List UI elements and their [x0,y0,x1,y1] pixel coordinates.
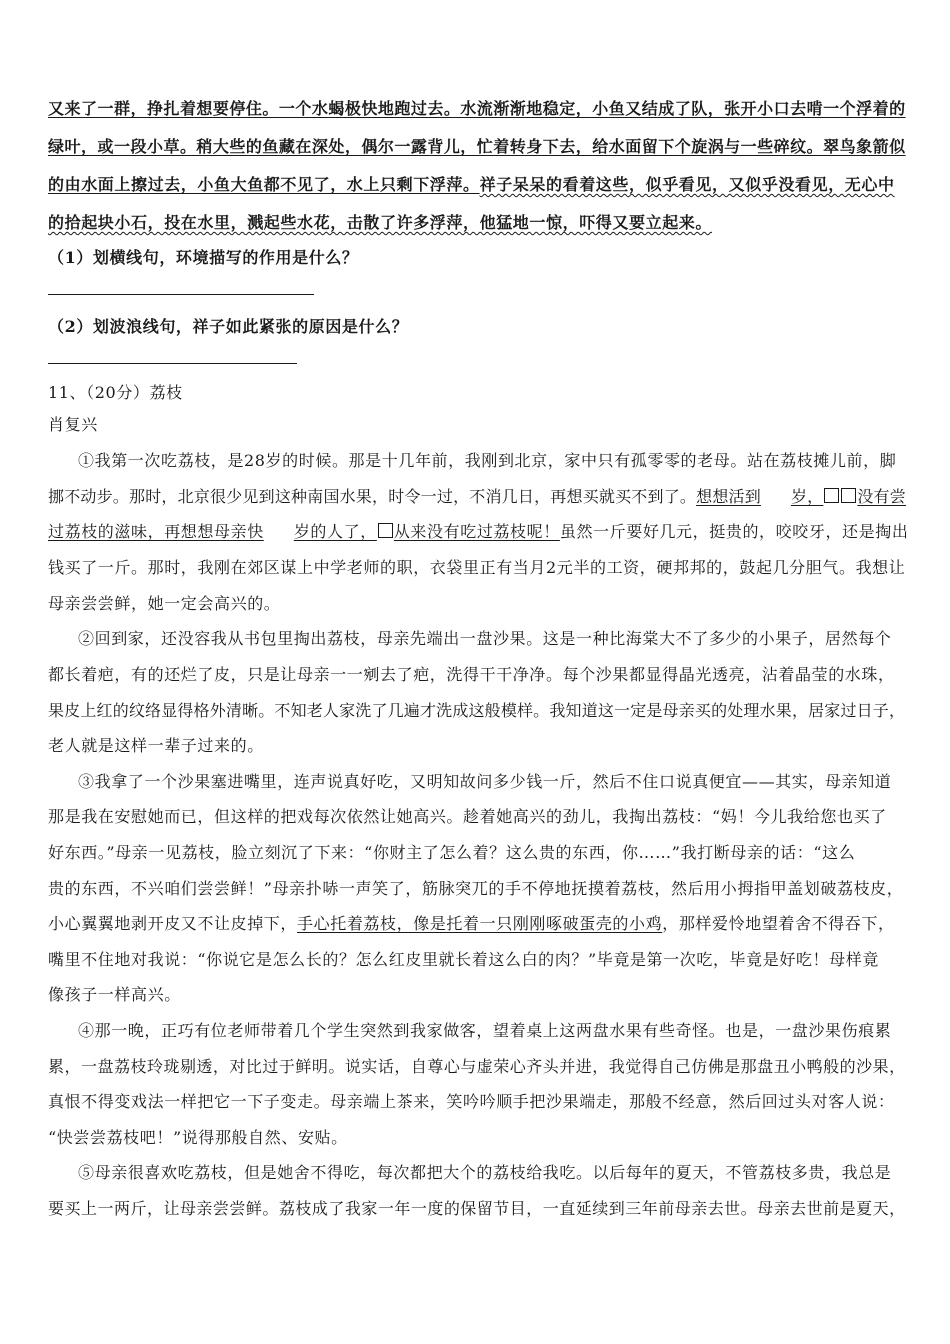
missing-char-box [378,523,393,538]
p1-line-1: ①我第一次吃荔枝，是28岁的时候。那是十几年前，我刚到北京，家中只有孤零零的老母。站在荔枝摊儿前，脚 [78,451,897,470]
p4-line-2: 累，一盘荔枝玲珑剔透，对比过于鲜明。说实话，自尊心与虚荣心齐头并进，我觉得自己仿佛是那盘丑小鸭般的沙果， [48,1057,906,1076]
passage-wavy-text: 祥子呆呆的看着这些，似乎看见，又似乎没看见，无心中 [479,175,895,194]
p3-line-2: 那是我在安慰她而已，但这样的把戏每次依然让她高兴。趁着她高兴的劲儿，我掏出荔枝：“妈！今儿我给您也买了 [48,807,887,826]
p1-text: 虽然一斤要好几元，挺贵的，咬咬牙，还是掏出 [559,522,909,541]
p1-line-5: 母亲尝尝鲜，她一定会高兴的。 [48,594,281,613]
p3-text: ，那样爱怜地望着舍不得吞下， [662,914,895,933]
missing-char-box [841,488,856,503]
p2-line-4: 老人就是这样一辈子过来的。 [48,736,264,755]
p3-text: 小心翼翼地剥开皮又不让皮掉下， [48,914,298,933]
p3-line-3: 好东西。”母亲一见荔枝，脸立刻沉了下来：“你财主了怎么着？这么贵的东西，你……”我打断母亲的话：“这么 [48,843,856,862]
p4-line-3: 真恨不得变戏法一样把它一下子变走。母亲端上茶来，笑吟吟顺手把沙果端走，那般不经意，然后回过头对客人说： [48,1092,895,1111]
section-header: 11、（20分）荔枝 [48,383,183,402]
passage-line-4 [48,212,908,234]
passage-underlined-text: 绿叶，或一段小草。稍大些的鱼藏在深处，偶尔一露背儿，忙着转身下去，给水面留下个旋涡与一些碎纹。翠鸟象箭似 [48,137,906,156]
question-2: （2）划波浪线句，祥子如此紧张的原因是什么？ [48,317,409,336]
passage-line-3 [48,174,908,196]
passage-line-2 [48,136,908,158]
answer-line-2[interactable] [48,363,297,364]
passage-underlined-text: 又来了一群，挣扎着想要停住。一个水蝎极快地跑过去。水流渐渐地稳定，小鱼又结成了队，张开小口去啃一个浮着的 [48,99,906,118]
p2-line-1: ②回到家，还没容我从书包里掏出荔枝，母亲先端出一盘沙果。这是一种比海棠大不了多少的小果子，居然每个 [78,629,892,648]
passage-wavy-text: 的拾起块小石，投在水里，溅起些水花，击散了许多浮萍，他猛地一惊，吓得又要立起来。 [48,213,713,232]
passage-line-1 [48,98,908,120]
missing-char-box [824,488,839,503]
p1-line-3 [48,521,908,543]
passage-underlined-text: 的由水面上擦过去，小鱼大鱼都不见了，水上只剩下浮萍。 [48,175,480,194]
p2-line-2: 都长着疤，有的还烂了皮，只是让母亲一一剜去了疤，洗得干干净净。每个沙果都显得晶光透亮，沾着晶莹的水珠， [48,665,895,684]
p1-underlined-part: 没有尝 [857,487,906,506]
p1-line-2 [48,486,908,508]
p3-line-1: ③我拿了一个沙果塞进嘴里，连声说真好吃，又明知故问多少钱一斤，然后不住口说真便宜——其实，母亲知道 [78,772,892,791]
p4-line-4: “快尝尝荔枝吧！”说得那般自然、安贴。 [48,1128,348,1147]
p1-underlined-part: 岁的人了， [293,522,377,541]
p3-line-6: 嘴里不住地对我说：“你说它是怎么长的？怎么红皮里就长着这么白的肉？”毕竟是第一次吃，毕竟是好吃！母样竟 [48,950,879,969]
p1-underlined-part: 想想活到 [696,487,761,506]
question-1: （1）划横线句，环境描写的作用是什么？ [48,248,359,267]
p1-underlined-part: 从来没有吃过荔枝呢！ [393,522,560,541]
p3-line-4: 贵的东西，不兴咱们尝尝鲜！”母亲扑哧一声笑了，筋脉突兀的手不停地抚摸着荔枝，然后用小拇指甲盖划破荔枝皮， [48,879,904,898]
p1-underlined-part: 岁， [790,487,824,506]
p1-underlined-part: 过荔枝的滋味，再想想母亲快 [48,522,264,541]
p3-line-7: 像孩子一样高兴。 [48,985,181,1004]
p2-line-3: 果皮上红的纹络显得格外清晰。不知老人家洗了几遍才洗成这般模样。我知道这一定是母亲买的处理水果，居家过日子， [48,701,906,720]
p5-line-2: 要买上一两斤，让母亲尝尝鲜。荔枝成了我家一年一度的保留节目，一直延续到三年前母亲去世。母亲去世前是夏天， [48,1199,906,1218]
p4-line-1: ④那一晚，正巧有位老师带着几个学生突然到我家做客，望着桌上这两盘水果有些奇怪。也是，一盘沙果伤痕累 [78,1021,892,1040]
p5-line-1: ⑤母亲很喜欢吃荔枝，但是她舍不得吃，每次都把大个的荔枝给我吃。以后每年的夏天，不管荔枝多贵，我总是 [78,1163,892,1182]
p1-underlined-text [48,522,560,541]
p3-line-5 [48,913,908,935]
answer-line-1[interactable] [48,294,314,295]
p1-text: 挪不动步。那时，北京很少见到这种南国水果，时令一过，不消几日，再想买就买不到了。 [48,487,697,506]
p3-underlined-text: 手心托着荔枝，像是托着一只刚刚啄破蛋壳的小鸡 [297,914,663,933]
author-name: 肖复兴 [48,415,98,434]
p1-line-4: 钱买了一斤。那时，我刚在郊区谋上中学老师的职，衣袋里正有当月2元半的工资，硬邦邦的，鼓起几分胆气。我想让 [48,558,906,577]
p1-underlined-text [696,487,906,506]
